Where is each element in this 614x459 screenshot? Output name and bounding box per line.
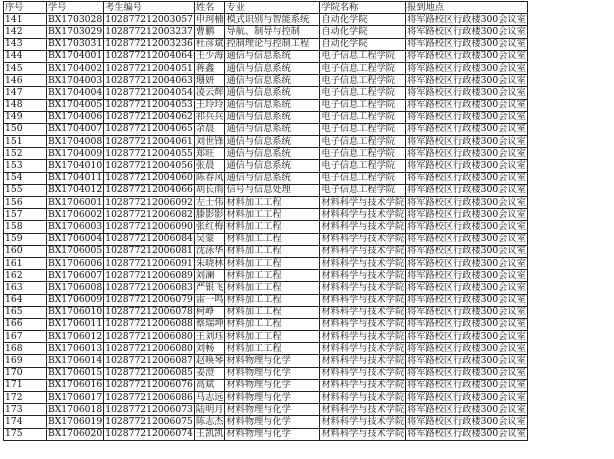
cell-major: 材料物理与化学 <box>225 428 320 440</box>
table-row <box>4 306 528 318</box>
cell-location: 将军路校区行政楼300会议室 <box>407 367 526 379</box>
cell-index: 153 <box>4 160 47 172</box>
cell-name: 柯峥 <box>194 306 225 318</box>
cell-exam-number: 102877212003057 <box>105 13 193 25</box>
cell-exam-number: 102877212006076 <box>105 379 193 391</box>
cell-major: 材料加工工程 <box>225 318 320 330</box>
cell-name: 刘澜 <box>194 270 225 282</box>
cell-index: 146 <box>4 75 47 87</box>
cell-student-id: BX1706006 <box>48 257 103 269</box>
cell-exam-number: 102877212004062 <box>105 111 193 123</box>
cell-index: 157 <box>4 209 47 221</box>
cell-name: 郑旺 <box>194 148 225 160</box>
cell-exam-number: 102877212006073 <box>105 403 193 415</box>
cell-student-id: BX1704006 <box>48 111 103 123</box>
cell-college: 材料科学与技术学院 <box>321 355 405 367</box>
cell-exam-number: 102877212006087 <box>105 355 193 367</box>
cell-location: 将军路校区行政楼300会议室 <box>407 62 526 74</box>
cell-name: 赵唤琴 <box>195 355 224 367</box>
cell-index: 141 <box>4 14 47 26</box>
table-row <box>4 416 528 428</box>
cell-location: 将军路校区行政楼300会议室 <box>407 160 526 172</box>
cell-location: 将军路校区行政楼300会议室 <box>407 269 526 281</box>
cell-major: 通信与信息系统 <box>225 123 320 135</box>
cell-major: 控制理论与控制工程 <box>225 38 320 50</box>
cell-name: 曹鹏 <box>194 26 225 38</box>
cell-college: 材料科学与技术学院 <box>321 403 405 415</box>
cell-college: 电子信息工程学院 <box>320 75 406 87</box>
cell-name: 王凯凯 <box>195 428 224 440</box>
cell-exam-number: 102877212006086 <box>105 391 193 403</box>
cell-exam-number: 102877212004053 <box>105 99 193 111</box>
cell-exam-number: 102877212006083 <box>105 281 193 293</box>
cell-name: 陈春风 <box>195 172 224 184</box>
table-row <box>4 87 528 99</box>
cell-major: 材料加工工程 <box>225 257 320 269</box>
cell-exam-number: 102877212004056 <box>105 160 193 172</box>
cell-student-id: BX1706004 <box>48 233 103 245</box>
cell-student-id: BX1706010 <box>48 306 103 318</box>
cell-student-id: BX1704010 <box>48 160 103 172</box>
cell-name: 张晨 <box>194 160 225 172</box>
cell-exam-number: 102877212006091 <box>105 257 193 269</box>
cell-major: 材料加工工程 <box>225 331 320 343</box>
cell-name: 吴蒙 <box>194 233 225 245</box>
cell-college: 材料科学与技术学院 <box>321 306 405 318</box>
cell-location: 将军路校区行政楼300会议室 <box>407 245 526 257</box>
header-college: 学院名称 <box>320 2 406 14</box>
table-row <box>4 38 528 50</box>
cell-college: 材料科学与技术学院 <box>321 342 405 354</box>
cell-location: 将军路校区行政楼300会议室 <box>407 403 526 415</box>
cell-student-id: BX1706019 <box>48 415 103 427</box>
table-row <box>4 111 528 123</box>
table-row <box>4 99 528 111</box>
cell-exam-number: 102877212004064 <box>105 50 193 62</box>
cell-college: 电子信息工程学院 <box>320 99 406 111</box>
cell-location: 将军路校区行政楼300会议室 <box>407 391 526 403</box>
cell-location: 将军路校区行政楼300会议室 <box>407 233 526 245</box>
table-row <box>4 184 528 196</box>
cell-location: 将军路校区行政楼300会议室 <box>407 74 526 86</box>
cell-location: 将军路校区行政楼300会议室 <box>407 294 526 306</box>
cell-name: 陆明月 <box>195 403 224 415</box>
cell-college: 材料科学与技术学院 <box>321 233 405 245</box>
cell-major: 材料物理与化学 <box>225 379 320 391</box>
cell-location: 将军路校区行政楼300会议室 <box>407 184 526 196</box>
table-row <box>4 257 528 269</box>
cell-exam-number: 102877212004066 <box>105 184 193 196</box>
cell-student-id: BX1706007 <box>48 269 103 281</box>
cell-name: 左士伟 <box>195 196 224 208</box>
cell-exam-number: 102877212006084 <box>105 233 193 245</box>
cell-major: 通信与信息系统 <box>225 75 320 87</box>
table-row <box>4 270 528 282</box>
cell-index: 144 <box>4 50 47 62</box>
cell-college: 电子信息工程学院 <box>320 148 406 160</box>
cell-location: 将军路校区行政楼300会议室 <box>407 306 526 318</box>
cell-college: 电子信息工程学院 <box>320 87 406 99</box>
cell-name: 蒋鑫 <box>194 62 225 74</box>
cell-index: 158 <box>4 221 47 233</box>
cell-name: 王刘珏 <box>195 330 224 342</box>
cell-college: 电子信息工程学院 <box>320 111 406 123</box>
cell-exam-number: 102877212006085 <box>105 367 193 379</box>
cell-location: 将军路校区行政楼300会议室 <box>407 111 526 123</box>
cell-index: 164 <box>4 294 47 306</box>
cell-student-id: BX1703029 <box>48 25 103 37</box>
cell-college: 电子信息工程学院 <box>320 123 406 135</box>
cell-location: 将军路校区行政楼300会议室 <box>407 428 526 440</box>
cell-index: 160 <box>4 245 47 257</box>
header-student-id: 学号 <box>47 2 104 14</box>
cell-major: 材料物理与化学 <box>225 404 320 416</box>
cell-college: 材料科学与技术学院 <box>321 257 405 269</box>
cell-major: 材料物理与化学 <box>225 367 320 379</box>
cell-index: 165 <box>4 306 47 318</box>
cell-index: 145 <box>4 62 47 74</box>
cell-student-id: BX1703028 <box>48 13 103 25</box>
cell-location: 将军路校区行政楼300会议室 <box>407 220 526 232</box>
table-row <box>4 282 528 294</box>
cell-index: 156 <box>4 197 47 209</box>
cell-college: 自动化学院 <box>320 14 406 26</box>
cell-location: 将军路校区行政楼300会议室 <box>407 135 526 147</box>
cell-exam-number: 102877212006079 <box>105 294 193 306</box>
cell-major: 通信与信息系统 <box>225 99 320 111</box>
table-row <box>4 123 528 135</box>
cell-index: 155 <box>4 184 47 196</box>
cell-major: 通信与信息系统 <box>225 172 320 184</box>
cell-exam-number: 102877212006089 <box>105 269 193 281</box>
cell-student-id: BX1704003 <box>48 74 103 86</box>
cell-student-id: BX1706011 <box>48 318 103 330</box>
cell-student-id: BX1706015 <box>48 367 103 379</box>
cell-major: 材料加工工程 <box>225 306 320 318</box>
cell-college: 材料科学与技术学院 <box>321 269 405 281</box>
cell-location: 将军路校区行政楼300会议室 <box>407 172 526 184</box>
cell-location: 将军路校区行政楼300会议室 <box>407 415 526 427</box>
cell-college: 材料科学与技术学院 <box>321 245 405 257</box>
cell-name: 王少海 <box>195 50 224 62</box>
cell-major: 通信与信息系统 <box>225 136 320 148</box>
cell-major: 模式识别与智能系统 <box>225 14 320 26</box>
header-row <box>4 2 528 14</box>
cell-name: 张红梅 <box>195 220 224 232</box>
cell-name: 申珂楠 <box>195 13 224 25</box>
cell-college: 电子信息工程学院 <box>320 50 406 62</box>
cell-name: 滕影影 <box>195 208 224 220</box>
cell-major: 通信与信息系统 <box>225 87 320 99</box>
cell-exam-number: 102877212006074 <box>105 428 193 440</box>
cell-major: 材料加工工程 <box>225 209 320 221</box>
cell-college: 材料科学与技术学院 <box>321 281 405 293</box>
cell-exam-number: 102877212006090 <box>105 220 193 232</box>
cell-index: 148 <box>4 99 47 111</box>
cell-index: 169 <box>4 355 47 367</box>
cell-college: 电子信息工程学院 <box>320 172 406 184</box>
cell-location: 将军路校区行政楼300会议室 <box>407 50 526 62</box>
cell-location: 将军路校区行政楼300会议室 <box>407 86 526 98</box>
cell-exam-number: 102877212006075 <box>105 415 193 427</box>
cell-location: 将军路校区行政楼300会议室 <box>407 13 526 25</box>
cell-index: 171 <box>4 379 47 391</box>
header-index: 序号 <box>4 2 47 14</box>
cell-student-id: BX1706003 <box>48 220 103 232</box>
cell-name: 祁兵兵 <box>195 111 224 123</box>
cell-index: 152 <box>4 148 47 160</box>
cell-index: 150 <box>4 123 47 135</box>
cell-student-id: BX1706009 <box>48 294 103 306</box>
cell-index: 154 <box>4 172 47 184</box>
cell-index: 174 <box>4 416 47 428</box>
cell-college: 自动化学院 <box>320 38 406 50</box>
table-row <box>4 62 528 74</box>
cell-college: 自动化学院 <box>320 26 406 38</box>
table-row <box>4 331 528 343</box>
cell-name: 刘畅 <box>194 343 225 355</box>
cell-student-id: BX1706012 <box>48 330 103 342</box>
cell-location: 将军路校区行政楼300会议室 <box>407 342 526 354</box>
cell-college: 材料科学与技术学院 <box>321 367 405 379</box>
cell-college: 材料科学与技术学院 <box>321 196 405 208</box>
table-row <box>4 245 528 257</box>
cell-college: 材料科学与技术学院 <box>321 391 405 403</box>
cell-major: 材料加工工程 <box>225 343 320 355</box>
table-row <box>4 75 528 87</box>
cell-location: 将军路校区行政楼300会议室 <box>407 25 526 37</box>
cell-exam-number: 102877212004051 <box>105 62 193 74</box>
cell-index: 161 <box>4 257 47 269</box>
cell-major: 材料物理与化学 <box>225 355 320 367</box>
cell-location: 将军路校区行政楼300会议室 <box>407 99 526 111</box>
cell-index: 170 <box>4 367 47 379</box>
cell-major: 材料加工工程 <box>225 245 320 257</box>
cell-student-id: BX1706017 <box>48 391 103 403</box>
table-row <box>4 379 528 391</box>
cell-name: 陈志杰 <box>195 415 224 427</box>
cell-index: 162 <box>4 270 47 282</box>
table-row <box>4 136 528 148</box>
table-row <box>4 318 528 330</box>
cell-exam-number: 102877212006082 <box>105 208 193 220</box>
cell-location: 将军路校区行政楼300会议室 <box>407 208 526 220</box>
cell-student-id: BX1706008 <box>48 281 103 293</box>
cell-major: 导航、制导与控制 <box>225 26 320 38</box>
cell-index: 172 <box>4 392 47 404</box>
cell-exam-number: 102877212006081 <box>105 245 193 257</box>
cell-major: 通信与信息系统 <box>225 160 320 172</box>
cell-location: 将军路校区行政楼300会议室 <box>407 355 526 367</box>
cell-student-id: BX1704008 <box>48 135 103 147</box>
cell-index: 159 <box>4 233 47 245</box>
cell-college: 材料科学与技术学院 <box>321 318 405 330</box>
cell-index: 151 <box>4 136 47 148</box>
cell-location: 将军路校区行政楼300会议室 <box>407 318 526 330</box>
cell-location: 将军路校区行政楼300会议室 <box>407 379 526 391</box>
cell-name: 高斌 <box>194 379 225 391</box>
table-row <box>4 148 528 160</box>
cell-major: 材料加工工程 <box>225 197 320 209</box>
cell-major: 通信与信息系统 <box>225 111 320 123</box>
cell-name: 凌云辉 <box>195 86 224 98</box>
cell-location: 将军路校区行政楼300会议室 <box>407 147 526 159</box>
table-row <box>4 172 528 184</box>
table-row <box>4 221 528 233</box>
table-row <box>4 392 528 404</box>
cell-major: 材料加工工程 <box>225 294 320 306</box>
cell-major: 材料加工工程 <box>225 282 320 294</box>
cell-exam-number: 102877212004061 <box>105 135 193 147</box>
cell-exam-number: 102877212004060 <box>105 172 193 184</box>
cell-college: 材料科学与技术学院 <box>321 428 405 440</box>
cell-index: 147 <box>4 87 47 99</box>
cell-exam-number: 102877212004054 <box>105 86 193 98</box>
cell-name: 严银飞 <box>195 281 224 293</box>
cell-name: 刘世锋 <box>195 135 224 147</box>
table-row <box>4 26 528 38</box>
header-major: 专业 <box>225 2 320 14</box>
cell-index: 173 <box>4 404 47 416</box>
cell-student-id: BX1706002 <box>48 208 103 220</box>
cell-student-id: BX1706018 <box>48 403 103 415</box>
header-location: 报到地点 <box>406 2 528 14</box>
cell-college: 材料科学与技术学院 <box>321 294 405 306</box>
table-row <box>4 233 528 245</box>
cell-name: 沈泳华 <box>195 245 224 257</box>
header-name: 姓名 <box>194 2 225 14</box>
cell-college: 材料科学与技术学院 <box>321 415 405 427</box>
cell-college: 电子信息工程学院 <box>320 62 406 74</box>
cell-college: 电子信息工程学院 <box>320 184 406 196</box>
cell-exam-number: 102877212006078 <box>105 306 193 318</box>
cell-college: 材料科学与技术学院 <box>321 208 405 220</box>
cell-index: 167 <box>4 331 47 343</box>
table-row <box>4 355 528 367</box>
cell-college: 电子信息工程学院 <box>320 136 406 148</box>
header-exam-number: 考生编号 <box>104 2 195 14</box>
cell-exam-number: 102877212003237 <box>105 25 193 37</box>
cell-exam-number: 102877212003236 <box>105 38 193 50</box>
cell-student-id: BX1704002 <box>48 62 103 74</box>
cell-name: 珊妍 <box>194 75 225 87</box>
cell-location: 将军路校区行政楼300会议室 <box>407 38 526 50</box>
cell-major: 材料物理与化学 <box>225 392 320 404</box>
cell-major: 材料物理与化学 <box>225 416 320 428</box>
table-row <box>4 209 528 221</box>
cell-exam-number: 102877212006092 <box>105 196 193 208</box>
table-body <box>4 14 528 441</box>
table-header <box>4 2 528 14</box>
cell-name: 马志远 <box>195 391 224 403</box>
table-row <box>4 197 528 209</box>
cell-index: 168 <box>4 343 47 355</box>
cell-name: 蔡瑞坤 <box>195 318 224 330</box>
cell-major: 材料加工工程 <box>225 270 320 282</box>
table-row <box>4 428 528 440</box>
cell-index: 149 <box>4 111 47 123</box>
cell-college: 材料科学与技术学院 <box>321 379 405 391</box>
cell-index: 142 <box>4 26 47 38</box>
cell-student-id: BX1704004 <box>48 86 103 98</box>
cell-student-id: BX1704009 <box>48 147 103 159</box>
cell-major: 信号与信息处理 <box>225 184 320 196</box>
cell-college: 电子信息工程学院 <box>320 160 406 172</box>
cell-major: 材料加工工程 <box>225 221 320 233</box>
cell-major: 通信与信息系统 <box>225 50 320 62</box>
cell-name: 姜澄 <box>194 367 225 379</box>
cell-major: 材料加工工程 <box>225 233 320 245</box>
cell-student-id: BX1706013 <box>48 342 103 354</box>
cell-student-id: BX1704007 <box>48 123 103 135</box>
cell-name: 雷一鸣 <box>195 294 224 306</box>
cell-location: 将军路校区行政楼300会议室 <box>407 281 526 293</box>
cell-name: 杜彦斌 <box>195 38 224 50</box>
cell-name: 朱晓林 <box>195 257 224 269</box>
table-row <box>4 50 528 62</box>
cell-index: 163 <box>4 282 47 294</box>
cell-student-id: BX1704012 <box>48 184 103 196</box>
cell-index: 175 <box>4 428 47 440</box>
table-row <box>4 294 528 306</box>
cell-index: 166 <box>4 318 47 330</box>
cell-name: 余晨 <box>194 123 225 135</box>
table-row <box>4 367 528 379</box>
cell-location: 将军路校区行政楼300会议室 <box>407 330 526 342</box>
cell-location: 将军路校区行政楼300会议室 <box>407 257 526 269</box>
cell-index: 143 <box>4 38 47 50</box>
cell-name: 王玲玲 <box>195 99 224 111</box>
cell-student-id: BX1706001 <box>48 196 103 208</box>
cell-exam-number: 102877212004055 <box>105 147 193 159</box>
cell-student-id: BX1704001 <box>48 50 103 62</box>
cell-student-id: BX1706005 <box>48 245 103 257</box>
cell-major: 通信与信息系统 <box>225 62 320 74</box>
cell-major: 通信与信息系统 <box>225 148 320 160</box>
cell-exam-number: 102877212004065 <box>105 123 193 135</box>
cell-name: 胡长雨 <box>195 184 224 196</box>
table-row <box>4 404 528 416</box>
student-report-table <box>3 1 528 441</box>
cell-student-id: BX1706014 <box>48 355 103 367</box>
cell-student-id: BX1704011 <box>48 172 103 184</box>
cell-student-id: BX1706016 <box>48 379 103 391</box>
cell-exam-number: 102877212006080 <box>105 330 193 342</box>
cell-student-id: BX1704005 <box>48 99 103 111</box>
cell-location: 将军路校区行政楼300会议室 <box>407 123 526 135</box>
cell-exam-number: 102877212006088 <box>105 318 193 330</box>
table-row <box>4 14 528 26</box>
table-row <box>4 160 528 172</box>
cell-student-id: BX1703031 <box>48 38 103 50</box>
cell-college: 材料科学与技术学院 <box>321 220 405 232</box>
cell-location: 将军路校区行政楼300会议室 <box>407 196 526 208</box>
cell-exam-number: 102877212004063 <box>105 74 193 86</box>
cell-student-id: BX1706020 <box>48 428 103 440</box>
cell-exam-number: 102877212006080 <box>105 342 193 354</box>
table-row <box>4 343 528 355</box>
cell-college: 材料科学与技术学院 <box>321 330 405 342</box>
